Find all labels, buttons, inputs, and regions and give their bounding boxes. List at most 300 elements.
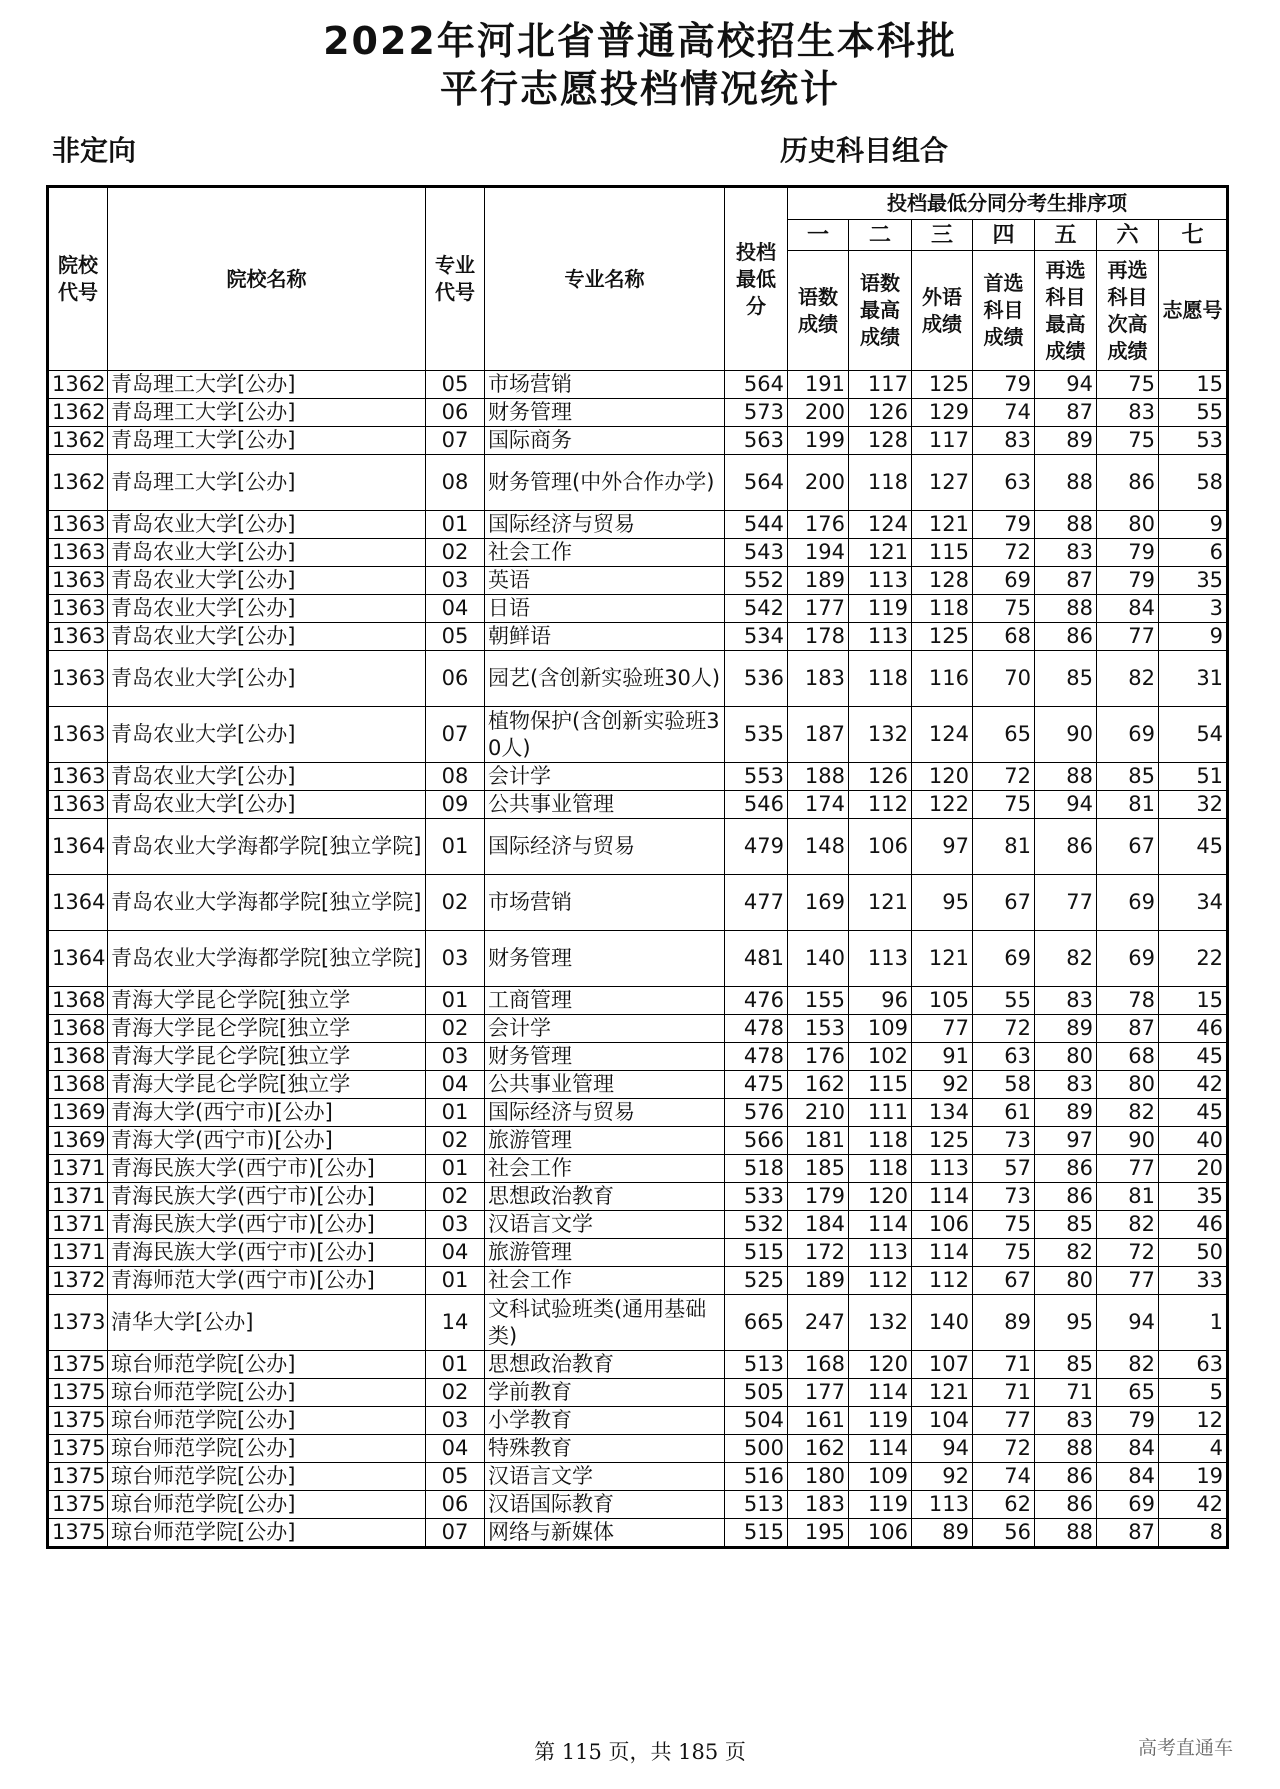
rank-item-6-cell: 84 — [1097, 1435, 1159, 1463]
major-name-cell: 工商管理 — [485, 987, 725, 1015]
rank-item-6-cell: 75 — [1097, 427, 1159, 455]
rank-item-5-cell: 86 — [1035, 1183, 1097, 1211]
major-name-cell: 学前教育 — [485, 1379, 725, 1407]
rank-item-6-cell: 82 — [1097, 1099, 1159, 1127]
rank-item-6-cell: 79 — [1097, 1407, 1159, 1435]
header-school-name: 院校名称 — [108, 187, 426, 371]
rank-item-5-cell: 87 — [1035, 567, 1097, 595]
rank-item-5-cell: 88 — [1035, 595, 1097, 623]
subtitle-left: 非定向 — [52, 134, 137, 167]
rank-item-7-cell: 55 — [1159, 399, 1228, 427]
rank-item-1-cell: 153 — [788, 1015, 849, 1043]
min-score-cell: 543 — [725, 539, 788, 567]
rank-item-4-cell: 72 — [973, 763, 1035, 791]
rank-item-4-cell: 69 — [973, 931, 1035, 987]
major-name-cell: 财务管理 — [485, 1043, 725, 1071]
rank-item-1-cell: 188 — [788, 763, 849, 791]
rank-item-4-cell: 74 — [973, 399, 1035, 427]
header-item: 语数成绩 — [788, 251, 849, 371]
rank-item-2-cell: 119 — [849, 1407, 912, 1435]
table-row — [48, 931, 1228, 987]
rank-item-1-cell: 183 — [788, 651, 849, 707]
school-code-cell: 1368 — [48, 987, 108, 1015]
rank-item-4-cell: 71 — [973, 1379, 1035, 1407]
school-code-cell: 1375 — [48, 1407, 108, 1435]
rank-item-7-cell: 15 — [1159, 371, 1228, 399]
min-score-cell: 518 — [725, 1155, 788, 1183]
rank-item-5-cell: 85 — [1035, 1351, 1097, 1379]
min-score-cell: 515 — [725, 1239, 788, 1267]
school-name-cell: 青岛理工大学[公办] — [108, 455, 426, 511]
school-name-cell: 青岛农业大学[公办] — [108, 595, 426, 623]
rank-item-1-cell: 185 — [788, 1155, 849, 1183]
rank-item-5-cell: 89 — [1035, 1099, 1097, 1127]
rank-item-5-cell: 86 — [1035, 1491, 1097, 1519]
rank-item-5-cell: 89 — [1035, 427, 1097, 455]
rank-item-1-cell: 176 — [788, 511, 849, 539]
rank-item-7-cell: 42 — [1159, 1491, 1228, 1519]
table-body — [48, 371, 1228, 1548]
school-code-cell: 1363 — [48, 595, 108, 623]
school-name-cell: 琼台师范学院[公办] — [108, 1435, 426, 1463]
major-code-cell: 02 — [426, 1127, 485, 1155]
rank-item-7-cell: 35 — [1159, 567, 1228, 595]
school-code-cell: 1363 — [48, 707, 108, 763]
min-score-cell: 500 — [725, 1435, 788, 1463]
rank-item-3-cell: 92 — [912, 1071, 973, 1099]
rank-item-3-cell: 89 — [912, 1519, 973, 1548]
rank-item-2-cell: 114 — [849, 1379, 912, 1407]
rank-item-3-cell: 121 — [912, 931, 973, 987]
rank-item-5-cell: 86 — [1035, 623, 1097, 651]
rank-item-4-cell: 75 — [973, 595, 1035, 623]
table-row — [48, 875, 1228, 931]
header-min-score: 投档最低分 — [725, 187, 788, 371]
rank-item-1-cell: 177 — [788, 1379, 849, 1407]
rank-item-4-cell: 83 — [973, 427, 1035, 455]
rank-item-3-cell: 104 — [912, 1407, 973, 1435]
major-code-cell: 02 — [426, 1379, 485, 1407]
school-name-cell: 琼台师范学院[公办] — [108, 1379, 426, 1407]
rank-item-4-cell: 63 — [973, 1043, 1035, 1071]
rank-item-3-cell: 106 — [912, 1211, 973, 1239]
rank-item-7-cell: 63 — [1159, 1351, 1228, 1379]
min-score-cell: 475 — [725, 1071, 788, 1099]
rank-item-4-cell: 75 — [973, 1211, 1035, 1239]
rank-item-6-cell: 79 — [1097, 567, 1159, 595]
school-name-cell: 青岛农业大学[公办] — [108, 651, 426, 707]
min-score-cell: 553 — [725, 763, 788, 791]
major-code-cell: 01 — [426, 819, 485, 875]
rank-item-2-cell: 113 — [849, 931, 912, 987]
table-row — [48, 791, 1228, 819]
rank-item-7-cell: 3 — [1159, 595, 1228, 623]
rank-item-4-cell: 75 — [973, 1239, 1035, 1267]
rank-item-7-cell: 58 — [1159, 455, 1228, 511]
min-score-cell: 525 — [725, 1267, 788, 1295]
rank-item-5-cell: 77 — [1035, 875, 1097, 931]
rank-item-4-cell: 58 — [973, 1071, 1035, 1099]
rank-item-5-cell: 80 — [1035, 1267, 1097, 1295]
rank-item-2-cell: 113 — [849, 623, 912, 651]
rank-item-6-cell: 82 — [1097, 1211, 1159, 1239]
min-score-cell: 566 — [725, 1127, 788, 1155]
table-row — [48, 1295, 1228, 1351]
rank-item-5-cell: 94 — [1035, 791, 1097, 819]
school-name-cell: 青岛农业大学[公办] — [108, 791, 426, 819]
rank-item-5-cell: 87 — [1035, 399, 1097, 427]
min-score-cell: 564 — [725, 455, 788, 511]
rank-item-1-cell: 195 — [788, 1519, 849, 1548]
major-code-cell: 04 — [426, 1071, 485, 1099]
rank-item-7-cell: 8 — [1159, 1519, 1228, 1548]
rank-item-1-cell: 181 — [788, 1127, 849, 1155]
table-row — [48, 1435, 1228, 1463]
rank-item-6-cell: 83 — [1097, 399, 1159, 427]
rank-item-7-cell: 15 — [1159, 987, 1228, 1015]
rank-item-1-cell: 194 — [788, 539, 849, 567]
rank-item-4-cell: 72 — [973, 1435, 1035, 1463]
rank-item-5-cell: 82 — [1035, 931, 1097, 987]
major-name-cell: 国际经济与贸易 — [485, 1099, 725, 1127]
rank-item-1-cell: 155 — [788, 987, 849, 1015]
rank-item-2-cell: 118 — [849, 455, 912, 511]
rank-item-5-cell: 86 — [1035, 1463, 1097, 1491]
major-name-cell: 财务管理 — [485, 399, 725, 427]
major-name-cell: 会计学 — [485, 1015, 725, 1043]
rank-item-1-cell: 200 — [788, 399, 849, 427]
page-footer: 第 115 页，共 185 页 — [534, 1740, 746, 1764]
rank-item-3-cell: 115 — [912, 539, 973, 567]
school-code-cell: 1371 — [48, 1211, 108, 1239]
rank-item-4-cell: 79 — [973, 371, 1035, 399]
school-name-cell: 青岛农业大学海都学院[独立学院] — [108, 931, 426, 987]
school-code-cell: 1373 — [48, 1295, 108, 1351]
major-name-cell: 社会工作 — [485, 1267, 725, 1295]
rank-item-3-cell: 117 — [912, 427, 973, 455]
school-name-cell: 青岛农业大学海都学院[独立学院] — [108, 819, 426, 875]
rank-item-3-cell: 114 — [912, 1239, 973, 1267]
major-code-cell: 06 — [426, 399, 485, 427]
table-row — [48, 707, 1228, 763]
rank-item-2-cell: 119 — [849, 595, 912, 623]
rank-item-4-cell: 77 — [973, 1407, 1035, 1435]
school-code-cell: 1362 — [48, 399, 108, 427]
rank-item-7-cell: 6 — [1159, 539, 1228, 567]
header-item: 志愿号 — [1159, 251, 1228, 371]
rank-item-3-cell: 114 — [912, 1183, 973, 1211]
subtitle-right: 历史科目组合 — [780, 134, 949, 167]
major-name-cell: 汉语言文学 — [485, 1211, 725, 1239]
school-code-cell: 1375 — [48, 1351, 108, 1379]
rank-item-5-cell: 83 — [1035, 1071, 1097, 1099]
header-ordinal: 二 — [849, 220, 912, 251]
min-score-cell: 552 — [725, 567, 788, 595]
table-row — [48, 1491, 1228, 1519]
rank-item-3-cell: 121 — [912, 511, 973, 539]
header-school-code: 院校代号 — [48, 187, 108, 371]
school-code-cell: 1363 — [48, 567, 108, 595]
school-code-cell: 1368 — [48, 1043, 108, 1071]
rank-item-6-cell: 90 — [1097, 1127, 1159, 1155]
min-score-cell: 476 — [725, 987, 788, 1015]
school-name-cell: 琼台师范学院[公办] — [108, 1407, 426, 1435]
major-name-cell: 汉语言文学 — [485, 1463, 725, 1491]
rank-item-4-cell: 55 — [973, 987, 1035, 1015]
table-row — [48, 1267, 1228, 1295]
major-code-cell: 03 — [426, 1043, 485, 1071]
rank-item-6-cell: 84 — [1097, 595, 1159, 623]
major-code-cell: 02 — [426, 539, 485, 567]
rank-item-4-cell: 67 — [973, 1267, 1035, 1295]
school-code-cell: 1364 — [48, 875, 108, 931]
school-code-cell: 1363 — [48, 623, 108, 651]
rank-item-4-cell: 63 — [973, 455, 1035, 511]
school-code-cell: 1364 — [48, 819, 108, 875]
rank-item-1-cell: 178 — [788, 623, 849, 651]
major-code-cell: 01 — [426, 987, 485, 1015]
school-name-cell: 青岛农业大学[公办] — [108, 567, 426, 595]
major-code-cell: 07 — [426, 707, 485, 763]
table-row — [48, 1015, 1228, 1043]
rank-item-6-cell: 80 — [1097, 511, 1159, 539]
school-code-cell: 1371 — [48, 1155, 108, 1183]
table-row — [48, 623, 1228, 651]
table-row — [48, 539, 1228, 567]
rank-item-7-cell: 22 — [1159, 931, 1228, 987]
school-name-cell: 琼台师范学院[公办] — [108, 1351, 426, 1379]
min-score-cell: 546 — [725, 791, 788, 819]
major-code-cell: 01 — [426, 1267, 485, 1295]
rank-item-1-cell: 177 — [788, 595, 849, 623]
min-score-cell: 479 — [725, 819, 788, 875]
school-name-cell: 青海民族大学(西宁市)[公办] — [108, 1239, 426, 1267]
header-item: 语数最高成绩 — [849, 251, 912, 371]
major-name-cell: 公共事业管理 — [485, 1071, 725, 1099]
min-score-cell: 563 — [725, 427, 788, 455]
table-row — [48, 1379, 1228, 1407]
rank-item-5-cell: 83 — [1035, 987, 1097, 1015]
major-code-cell: 03 — [426, 567, 485, 595]
major-code-cell: 04 — [426, 1239, 485, 1267]
rank-item-7-cell: 9 — [1159, 511, 1228, 539]
rank-item-5-cell: 88 — [1035, 455, 1097, 511]
header-tie-break: 投档最低分同分考生排序项 — [788, 187, 1228, 220]
rank-item-5-cell: 82 — [1035, 1239, 1097, 1267]
major-name-cell: 网络与新媒体 — [485, 1519, 725, 1548]
min-score-cell: 478 — [725, 1015, 788, 1043]
major-name-cell: 朝鲜语 — [485, 623, 725, 651]
school-code-cell: 1375 — [48, 1491, 108, 1519]
table-row — [48, 1071, 1228, 1099]
school-code-cell: 1362 — [48, 455, 108, 511]
school-name-cell: 青岛农业大学[公办] — [108, 623, 426, 651]
major-name-cell: 旅游管理 — [485, 1239, 725, 1267]
table-row — [48, 651, 1228, 707]
table-row — [48, 987, 1228, 1015]
major-name-cell: 社会工作 — [485, 539, 725, 567]
major-code-cell: 01 — [426, 1099, 485, 1127]
min-score-cell: 544 — [725, 511, 788, 539]
rank-item-3-cell: 107 — [912, 1351, 973, 1379]
major-name-cell: 会计学 — [485, 763, 725, 791]
admission-table — [46, 185, 1229, 1549]
major-name-cell: 社会工作 — [485, 1155, 725, 1183]
rank-item-7-cell: 45 — [1159, 819, 1228, 875]
school-code-cell: 1368 — [48, 1015, 108, 1043]
rank-item-2-cell: 124 — [849, 511, 912, 539]
school-name-cell: 清华大学[公办] — [108, 1295, 426, 1351]
rank-item-4-cell: 71 — [973, 1351, 1035, 1379]
school-code-cell: 1364 — [48, 931, 108, 987]
table-row — [48, 511, 1228, 539]
rank-item-4-cell: 65 — [973, 707, 1035, 763]
rank-item-1-cell: 148 — [788, 819, 849, 875]
table-row — [48, 763, 1228, 791]
rank-item-2-cell: 118 — [849, 1155, 912, 1183]
rank-item-2-cell: 120 — [849, 1351, 912, 1379]
school-code-cell: 1368 — [48, 1071, 108, 1099]
school-name-cell: 青岛农业大学[公办] — [108, 511, 426, 539]
rank-item-5-cell: 86 — [1035, 1155, 1097, 1183]
rank-item-2-cell: 115 — [849, 1071, 912, 1099]
min-score-cell: 532 — [725, 1211, 788, 1239]
school-name-cell: 青岛理工大学[公办] — [108, 371, 426, 399]
rank-item-1-cell: 176 — [788, 1043, 849, 1071]
table-row — [48, 455, 1228, 511]
school-name-cell: 琼台师范学院[公办] — [108, 1519, 426, 1548]
rank-item-2-cell: 121 — [849, 875, 912, 931]
school-name-cell: 青海大学昆仑学院[独立学 — [108, 1043, 426, 1071]
major-code-cell: 04 — [426, 595, 485, 623]
rank-item-4-cell: 75 — [973, 791, 1035, 819]
rank-item-1-cell: 199 — [788, 427, 849, 455]
rank-item-1-cell: 174 — [788, 791, 849, 819]
rank-item-2-cell: 121 — [849, 539, 912, 567]
header-major-name: 专业名称 — [485, 187, 725, 371]
major-code-cell: 01 — [426, 1155, 485, 1183]
rank-item-1-cell: 189 — [788, 1267, 849, 1295]
rank-item-4-cell: 73 — [973, 1127, 1035, 1155]
rank-item-1-cell: 162 — [788, 1071, 849, 1099]
rank-item-6-cell: 77 — [1097, 623, 1159, 651]
rank-item-1-cell: 183 — [788, 1491, 849, 1519]
rank-item-4-cell: 62 — [973, 1491, 1035, 1519]
rank-item-1-cell: 172 — [788, 1239, 849, 1267]
school-name-cell: 青海大学昆仑学院[独立学 — [108, 1015, 426, 1043]
min-score-cell: 576 — [725, 1099, 788, 1127]
major-code-cell: 05 — [426, 623, 485, 651]
major-name-cell: 植物保护(含创新实验班30人) — [485, 707, 725, 763]
min-score-cell: 533 — [725, 1183, 788, 1211]
rank-item-7-cell: 9 — [1159, 623, 1228, 651]
header-ordinal: 四 — [973, 220, 1035, 251]
rank-item-5-cell: 97 — [1035, 1127, 1097, 1155]
rank-item-4-cell: 72 — [973, 539, 1035, 567]
table-row — [48, 1155, 1228, 1183]
rank-item-2-cell: 102 — [849, 1043, 912, 1071]
rank-item-1-cell: 162 — [788, 1435, 849, 1463]
table-row — [48, 1099, 1228, 1127]
rank-item-6-cell: 67 — [1097, 819, 1159, 875]
rank-item-7-cell: 32 — [1159, 791, 1228, 819]
rank-item-3-cell: 94 — [912, 1435, 973, 1463]
rank-item-6-cell: 82 — [1097, 1351, 1159, 1379]
major-code-cell: 02 — [426, 875, 485, 931]
school-code-cell: 1362 — [48, 371, 108, 399]
major-code-cell: 08 — [426, 455, 485, 511]
rank-item-6-cell: 94 — [1097, 1295, 1159, 1351]
rank-item-1-cell: 168 — [788, 1351, 849, 1379]
rank-item-3-cell: 124 — [912, 707, 973, 763]
rank-item-6-cell: 68 — [1097, 1043, 1159, 1071]
rank-item-3-cell: 120 — [912, 763, 973, 791]
rank-item-2-cell: 109 — [849, 1015, 912, 1043]
rank-item-4-cell: 56 — [973, 1519, 1035, 1548]
min-score-cell: 535 — [725, 707, 788, 763]
rank-item-2-cell: 114 — [849, 1211, 912, 1239]
rank-item-6-cell: 77 — [1097, 1155, 1159, 1183]
rank-item-3-cell: 127 — [912, 455, 973, 511]
school-name-cell: 青海民族大学(西宁市)[公办] — [108, 1155, 426, 1183]
rank-item-2-cell: 96 — [849, 987, 912, 1015]
rank-item-7-cell: 12 — [1159, 1407, 1228, 1435]
rank-item-6-cell: 80 — [1097, 1071, 1159, 1099]
min-score-cell: 516 — [725, 1463, 788, 1491]
rank-item-6-cell: 72 — [1097, 1239, 1159, 1267]
rank-item-4-cell: 73 — [973, 1183, 1035, 1211]
school-code-cell: 1363 — [48, 791, 108, 819]
header-ordinal: 七 — [1159, 220, 1228, 251]
rank-item-4-cell: 89 — [973, 1295, 1035, 1351]
rank-item-3-cell: 125 — [912, 623, 973, 651]
rank-item-5-cell: 85 — [1035, 1211, 1097, 1239]
rank-item-5-cell: 83 — [1035, 539, 1097, 567]
rank-item-6-cell: 78 — [1097, 987, 1159, 1015]
rank-item-6-cell: 81 — [1097, 1183, 1159, 1211]
rank-item-6-cell: 81 — [1097, 791, 1159, 819]
table-row — [48, 1211, 1228, 1239]
rank-item-5-cell: 88 — [1035, 511, 1097, 539]
rank-item-2-cell: 128 — [849, 427, 912, 455]
table-row — [48, 1407, 1228, 1435]
rank-item-2-cell: 113 — [849, 1239, 912, 1267]
rank-item-7-cell: 42 — [1159, 1071, 1228, 1099]
rank-item-7-cell: 46 — [1159, 1015, 1228, 1043]
rank-item-4-cell: 61 — [973, 1099, 1035, 1127]
school-name-cell: 青岛农业大学海都学院[独立学院] — [108, 875, 426, 931]
rank-item-3-cell: 116 — [912, 651, 973, 707]
table-row — [48, 371, 1228, 399]
rank-item-1-cell: 161 — [788, 1407, 849, 1435]
watermark: 高考直通车 — [1138, 1737, 1234, 1759]
min-score-cell: 515 — [725, 1519, 788, 1548]
major-code-cell: 01 — [426, 1351, 485, 1379]
major-code-cell: 08 — [426, 763, 485, 791]
rank-item-2-cell: 117 — [849, 371, 912, 399]
school-name-cell: 青岛理工大学[公办] — [108, 427, 426, 455]
rank-item-3-cell: 125 — [912, 1127, 973, 1155]
school-code-cell: 1369 — [48, 1127, 108, 1155]
rank-item-2-cell: 114 — [849, 1435, 912, 1463]
school-code-cell: 1369 — [48, 1099, 108, 1127]
rank-item-3-cell: 122 — [912, 791, 973, 819]
major-name-cell: 特殊教育 — [485, 1435, 725, 1463]
table-row — [48, 595, 1228, 623]
rank-item-5-cell: 83 — [1035, 1407, 1097, 1435]
school-name-cell: 青岛农业大学[公办] — [108, 539, 426, 567]
rank-item-7-cell: 53 — [1159, 427, 1228, 455]
